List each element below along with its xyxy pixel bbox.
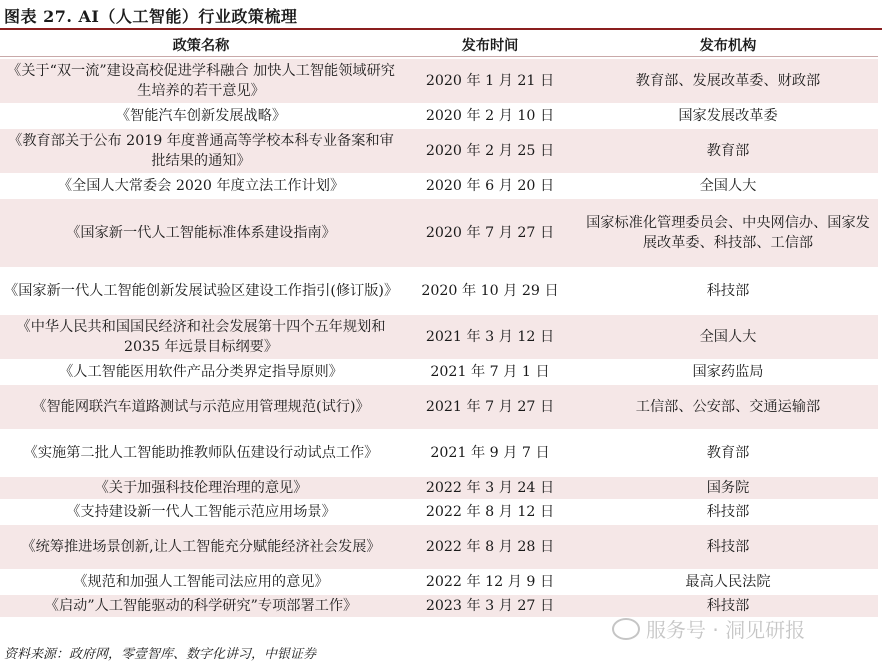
policy-name-cell: 《全国人大常委会 2020 年度立法工作计划》 (0, 175, 402, 197)
policy-name-cell: 《中华人民共和国国民经济和社会发展第十四个五年规划和 2035 年远景目标纲要》 (0, 315, 402, 359)
issuing-org-cell: 最高人民法院 (578, 571, 878, 593)
issuing-org-cell: 科技部 (578, 525, 878, 569)
table-row (0, 525, 878, 569)
watermark (612, 614, 805, 643)
table-row (0, 175, 878, 197)
column-header-name: 政策名称 (0, 35, 402, 57)
issuing-org-cell: 国家药监局 (578, 361, 878, 383)
issuing-org-cell: 全国人大 (578, 315, 878, 359)
release-date-cell: 2022 年 8 月 12 日 (402, 501, 578, 523)
source-note: 资料来源：政府网，零壹智库、数字化讲习，中银证券 (4, 647, 317, 662)
release-date-cell: 2020 年 1 月 21 日 (402, 59, 578, 103)
figure-title: 图表 27. AI（人工智能）行业政策梳理 (4, 7, 298, 26)
watermark-text: 服务号 · 洞见研报 (646, 618, 806, 642)
issuing-org-cell: 教育部 (578, 431, 878, 475)
policy-name-cell: 《教育部关于公布 2019 年度普通高等学校本科专业备案和审批结果的通知》 (0, 129, 402, 173)
table-row (0, 105, 878, 127)
policy-name-cell: 《智能汽车创新发展战略》 (0, 105, 402, 127)
issuing-org-cell: 科技部 (578, 269, 878, 313)
policy-name-cell: 《关于“双一流”建设高校促进学科融合 加快人工智能领域研究生培养的若干意见》 (0, 59, 402, 103)
policy-name-cell: 《统筹推进场景创新,让人工智能充分赋能经济社会发展》 (0, 525, 402, 569)
issuing-org-cell: 国家发展改革委 (578, 105, 878, 127)
table-row (0, 361, 878, 383)
release-date-cell: 2020 年 7 月 27 日 (402, 199, 578, 267)
table-row (0, 385, 878, 429)
issuing-org-cell: 科技部 (578, 595, 878, 617)
policy-name-cell: 《智能网联汽车道路测试与示范应用管理规范(试行)》 (0, 385, 402, 429)
policy-name-cell: 《人工智能医用软件产品分类界定指导原则》 (0, 361, 402, 383)
wechat-icon (612, 618, 640, 640)
table-row (0, 59, 878, 103)
release-date-cell: 2021 年 7 月 27 日 (402, 385, 578, 429)
release-date-cell: 2022 年 3 月 24 日 (402, 477, 578, 499)
policy-name-cell: 《实施第二批人工智能助推教师队伍建设行动试点工作》 (0, 431, 402, 475)
table-row (0, 431, 878, 475)
table-row (0, 571, 878, 593)
release-date-cell: 2020 年 2 月 25 日 (402, 129, 578, 173)
policy-name-cell: 《启动”人工智能驱动的科学研究”专项部署工作》 (0, 595, 402, 617)
column-header-date: 发布时间 (402, 35, 578, 57)
policy-name-cell: 《国家新一代人工智能创新发展试验区建设工作指引(修订版)》 (0, 269, 402, 313)
issuing-org-cell: 工信部、公安部、交通运输部 (578, 385, 878, 429)
issuing-org-cell: 科技部 (578, 501, 878, 523)
column-header-org: 发布机构 (578, 35, 878, 57)
table-row (0, 477, 878, 499)
policy-name-cell: 《国家新一代人工智能标准体系建设指南》 (0, 199, 402, 267)
issuing-org-cell: 教育部 (578, 129, 878, 173)
policy-name-cell: 《规范和加强人工智能司法应用的意见》 (0, 571, 402, 593)
title-rule (0, 28, 882, 30)
issuing-org-cell: 国家标准化管理委员会、中央网信办、国家发展改革委、科技部、工信部 (578, 199, 878, 267)
table-header-row (0, 35, 878, 57)
table-row (0, 269, 878, 313)
release-date-cell: 2022 年 12 月 9 日 (402, 571, 578, 593)
policy-name-cell: 《支持建设新一代人工智能示范应用场景》 (0, 501, 402, 523)
release-date-cell: 2022 年 8 月 28 日 (402, 525, 578, 569)
release-date-cell: 2021 年 7 月 1 日 (402, 361, 578, 383)
table-row (0, 501, 878, 523)
policy-name-cell: 《关于加强科技伦理治理的意见》 (0, 477, 402, 499)
issuing-org-cell: 全国人大 (578, 175, 878, 197)
issuing-org-cell: 教育部、发展改革委、财政部 (578, 59, 878, 103)
table-row (0, 129, 878, 173)
issuing-org-cell: 国务院 (578, 477, 878, 499)
release-date-cell: 2021 年 9 月 7 日 (402, 431, 578, 475)
table-row (0, 199, 878, 267)
release-date-cell: 2023 年 3 月 27 日 (402, 595, 578, 617)
policy-table (0, 33, 878, 619)
release-date-cell: 2021 年 3 月 12 日 (402, 315, 578, 359)
release-date-cell: 2020 年 6 月 20 日 (402, 175, 578, 197)
release-date-cell: 2020 年 2 月 10 日 (402, 105, 578, 127)
table-row (0, 315, 878, 359)
release-date-cell: 2020 年 10 月 29 日 (402, 269, 578, 313)
